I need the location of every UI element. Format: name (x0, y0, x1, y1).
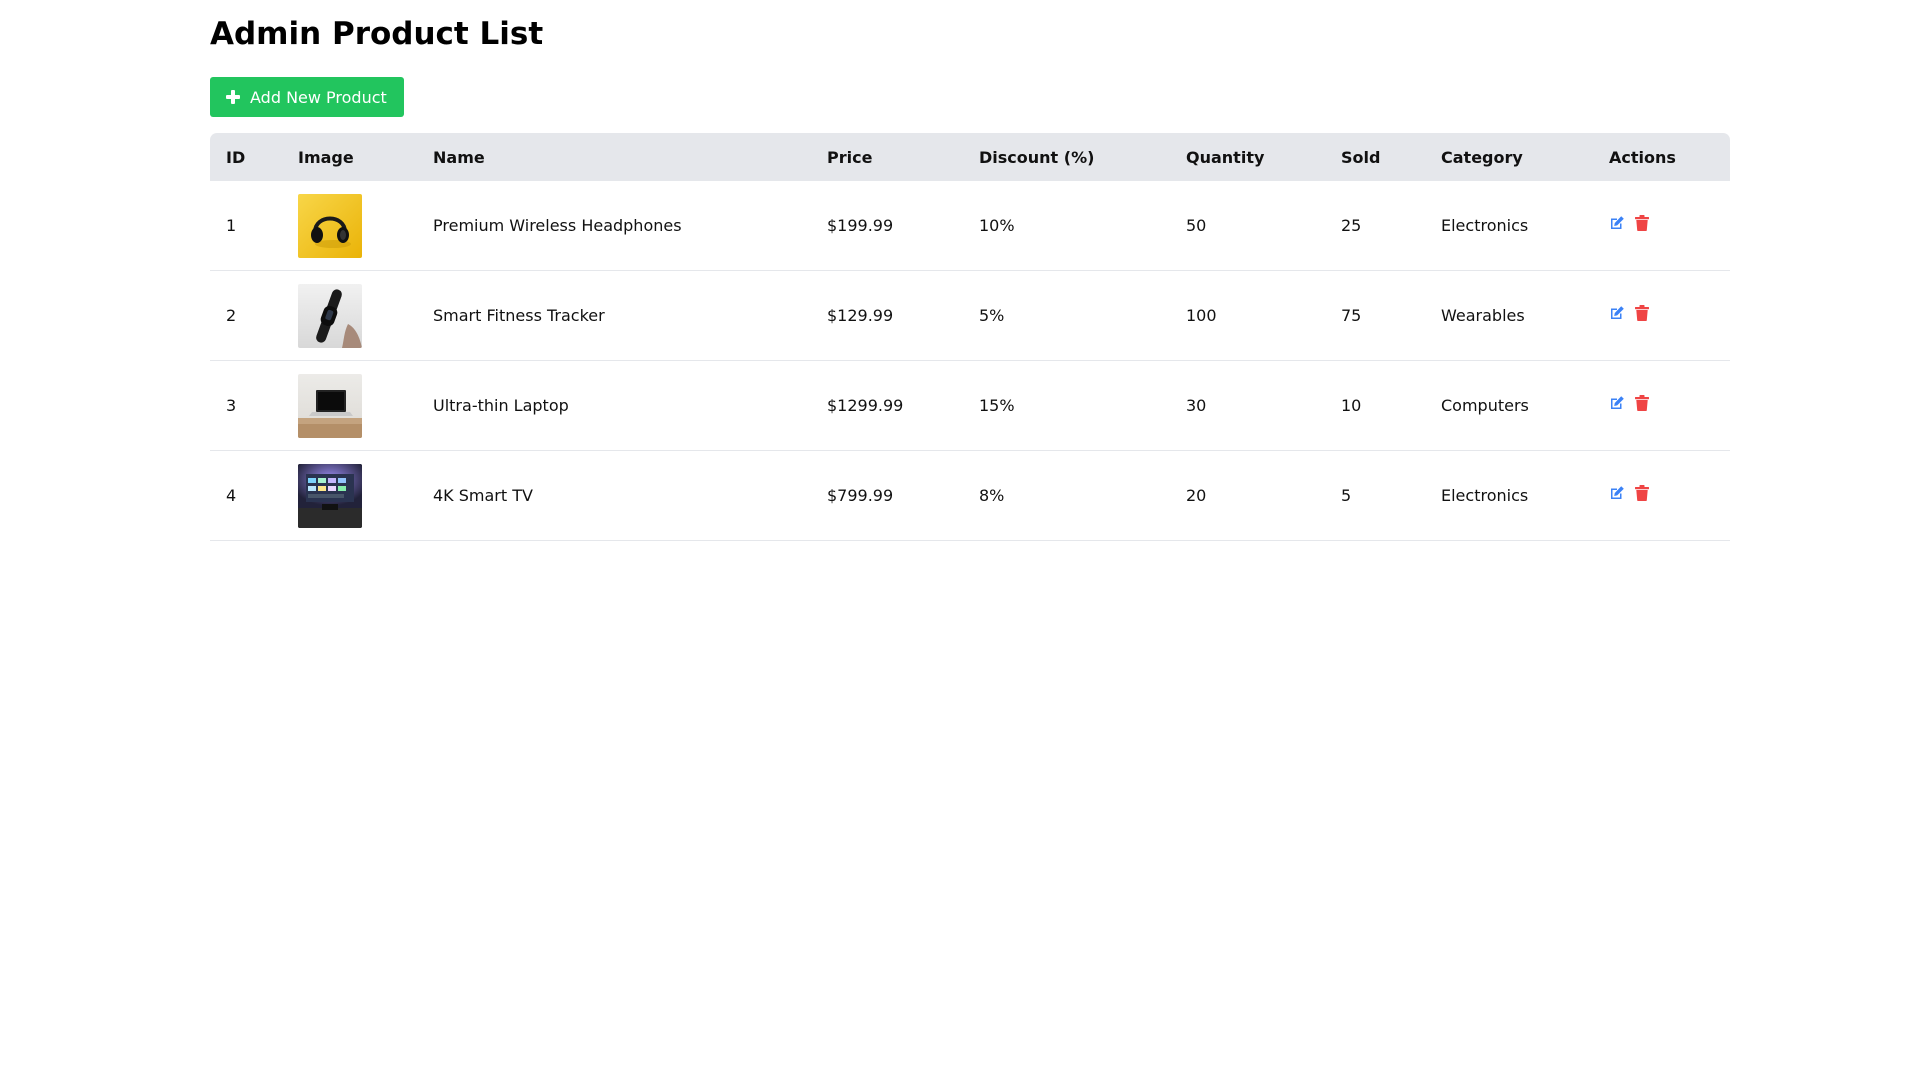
row-actions (1609, 214, 1730, 232)
cell-price: $199.99 (811, 181, 963, 271)
cell-id: 1 (210, 181, 282, 271)
row-actions (1609, 394, 1730, 412)
cell-sold: 10 (1325, 361, 1425, 451)
cell-price: $799.99 (811, 451, 963, 541)
cell-image (282, 451, 417, 541)
cell-id: 4 (210, 451, 282, 541)
column-header-price: Price (827, 147, 873, 167)
headphones-photo (298, 194, 362, 258)
cell-discount: 8% (963, 451, 1170, 541)
table-row (210, 361, 1730, 451)
cell-name: Premium Wireless Headphones (417, 181, 811, 271)
cell-name: 4K Smart TV (417, 451, 811, 541)
trash-icon[interactable] (1634, 304, 1650, 322)
cell-id: 3 (210, 361, 282, 451)
table-row (210, 271, 1730, 361)
trash-icon[interactable] (1634, 394, 1650, 412)
cell-image (282, 361, 417, 451)
cell-image (282, 271, 417, 361)
add-new-product-label: Add New Product (250, 87, 387, 107)
column-header-image: Image (298, 147, 354, 167)
column-header-category: Category (1441, 147, 1523, 167)
edit-icon[interactable] (1609, 484, 1625, 502)
cell-category: Electronics (1425, 451, 1593, 541)
cell-price: $1299.99 (811, 361, 963, 451)
cell-category: Computers (1425, 361, 1593, 451)
cell-discount: 5% (963, 271, 1170, 361)
cell-discount: 10% (963, 181, 1170, 271)
cell-actions (1593, 181, 1730, 271)
smart-tv-photo (298, 464, 362, 528)
row-actions (1609, 304, 1730, 322)
trash-icon[interactable] (1634, 214, 1650, 232)
cell-sold: 5 (1325, 451, 1425, 541)
trash-icon[interactable] (1634, 484, 1650, 502)
page-title: Admin Product List (210, 16, 544, 52)
table-body (210, 181, 1730, 541)
cell-price: $129.99 (811, 271, 963, 361)
cell-category: Electronics (1425, 181, 1593, 271)
row-actions (1609, 484, 1730, 502)
column-header-id: ID (226, 147, 246, 167)
table-header-row (210, 133, 1730, 181)
cell-quantity: 20 (1170, 451, 1325, 541)
product-table (210, 133, 1730, 541)
table-row (210, 181, 1730, 271)
cell-quantity: 100 (1170, 271, 1325, 361)
cell-quantity: 50 (1170, 181, 1325, 271)
plus-icon (226, 90, 240, 104)
table-header (210, 133, 1730, 181)
table-row (210, 451, 1730, 541)
column-header-actions: Actions (1609, 147, 1676, 167)
column-header-quantity: Quantity (1186, 147, 1265, 167)
cell-sold: 75 (1325, 271, 1425, 361)
cell-actions (1593, 361, 1730, 451)
edit-icon[interactable] (1609, 304, 1625, 322)
cell-id: 2 (210, 271, 282, 361)
cell-image (282, 181, 417, 271)
page-container (210, 0, 1730, 505)
cell-discount: 15% (963, 361, 1170, 451)
cell-sold: 25 (1325, 181, 1425, 271)
cell-category: Wearables (1425, 271, 1593, 361)
cell-name: Ultra-thin Laptop (417, 361, 811, 451)
cell-name: Smart Fitness Tracker (417, 271, 811, 361)
column-header-discount: Discount (%) (979, 147, 1095, 167)
cell-actions (1593, 271, 1730, 361)
edit-icon[interactable] (1609, 214, 1625, 232)
column-header-name: Name (433, 147, 485, 167)
fitness-tracker-photo (298, 284, 362, 348)
column-header-sold: Sold (1341, 147, 1381, 167)
edit-icon[interactable] (1609, 394, 1625, 412)
laptop-photo (298, 374, 362, 438)
cell-quantity: 30 (1170, 361, 1325, 451)
cell-actions (1593, 451, 1730, 541)
add-new-product-button[interactable] (210, 77, 404, 117)
